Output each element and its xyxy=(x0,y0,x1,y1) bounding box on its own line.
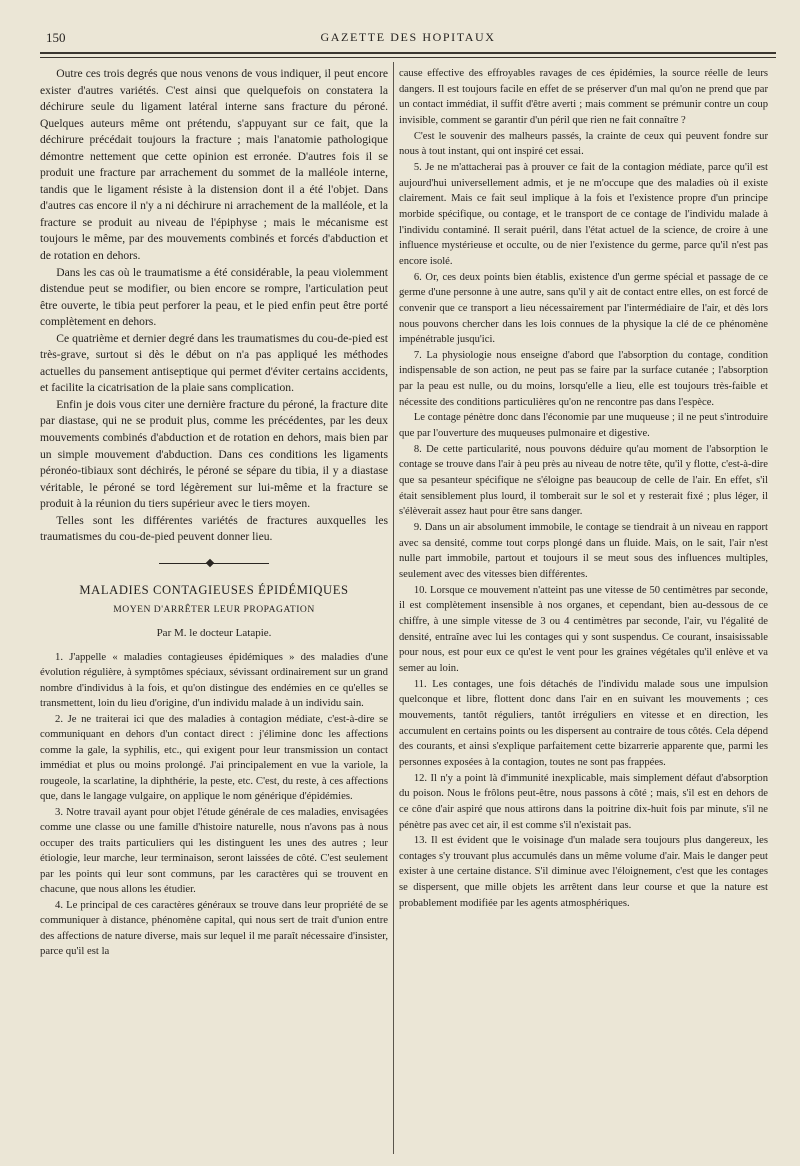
section-divider xyxy=(159,559,269,568)
paragraph: 4. Le principal de ces caractères généraux se trouve dans leur propriété de se communiquer à distance, phénomène capital, qui nous sert de trait d'union entre des affections de nature diverse, mais sur lequel il me paraît nécessaire d'insister, parce qu'il est la xyxy=(40,898,388,957)
paragraph: Le contage pénètre donc dans l'économie par une muqueuse ; il ne peut s'introduire que par l'ouverture des muqueuses pulmonaire et digestive. xyxy=(399,412,768,440)
paragraph: 12. Il n'y a point là d'immunité inexplicable, mais simplement défaut d'absorption du poison. Nous le frôlons peut-être, nous passons à côté ; mais, s'il est en dehors de ce cône d'air aspiré que nous attirons dans la poitrine dix-huit fois par minute, s'il ne pénètre pas avec cet air, il est comme s'il n'existait pas. xyxy=(399,772,768,831)
paragraph: 8. De cette particularité, nous pouvons déduire qu'au moment de l'absorption le contage se trouve dans l'air à peu près au niveau de notre tête, qu'il y flotte, c'est-à-dire que sa pesanteur spécifique ne s'éloigne pas beaucoup de celle de l'air. En effet, s'il était sensiblement plus lourd, il tomberait sur le sol et y resterait fixé ; plus léger, il s'élèverait assez haut pour être sans danger. xyxy=(399,443,768,518)
paragraph: 5. Je ne m'attacherai pas à prouver ce fait de la contagion médiate, parce qu'il est aujourd'hui universellement admis, et je ne m'occupe que des maladies où il existe clairement. Mais ce fait seul implique à la fois et l'existence propre d'un principe morbide spécifique, ou contage, et le transport de ce contage de l'individu malade à l'individu contaminé. Il serait puéril, dans l'état actuel de la science, de croire à une influence mystérieuse et occulte, ou de nier l'existence du germe, parce qu'il n'est pas encore isolé. xyxy=(399,161,768,267)
paragraph: 11. Les contages, une fois détachés de l'individu malade sous une impulsion quelconque et libre, flottent donc dans l'air en en suivant les mouvements ; ces mouvements, tantôt réguliers, tantôt irréguliers en vitesse et en direction, les accumulent en certains points ou les dispersent au contraire de tous côtés. Cela dépend des courants, et ainsi s'explique parfaitement cette bizarrerie apparente que, parmi les personnes exposées à la contagion, toutes ne sont pas frappées. xyxy=(399,678,768,768)
paragraph: 2. Je ne traiterai ici que des maladies à contagion médiate, c'est-à-dire se communiquant en dehors d'un contact direct : j'élimine donc les affections comme la gale, la syphilis, etc., qui exigent pour leur transmission un contact immédiat et plus ou moins prolongé. J'ai principalement en vue la variole, la rougeole, la scarlatine, la diphthérie, la peste, etc. C'est, du reste, à ces affections que, dans le langage vulgaire, on applique le nom générique d'épidémies. xyxy=(40,712,388,802)
paragraph: 6. Or, ces deux points bien établis, existence d'un germe spécial et passage de ce germe d'une personne à une autre, sans qu'il y ait de contact entre elles, on est forcé de convenir que ce transport a lieu nécessairement par l'intermédiaire de l'air, et dès lors nous pouvons chercher dans les lois connues de la physique la clé de ce phénomène impénétrable jusqu'ici. xyxy=(399,271,768,346)
paragraph: 10. Lorsque ce mouvement n'atteint pas une vitesse de 50 centimètres par seconde, il est complètement insensible à nos organes, et cependant, bien au-dessous de ce chiffre, à une simple vitesse de 3 ou 4 centimètres par seconde, l'air, vu l'égalité de densité, entraîne avec lui les contages qui y sont suspendus. Ce courant, insaisissable pour nous, est pour eux ce qu'est le vent pour les graines végétales qu'il enlève et va semer au loin. xyxy=(399,584,768,674)
article-title: MALADIES CONTAGIEUSES ÉPIDÉMIQUES xyxy=(79,582,349,597)
paragraph: Dans les cas où le traumatisme a été considérable, la peau violemment distendue peut se modifier, ou bien encore se rompre, l'articulation peut être ouverte, le tibia peut perforer la peau, et le pied enfin peut être porté complètement en dehors. xyxy=(40,265,388,329)
article-author: Par M. le docteur Latapie. xyxy=(156,626,272,639)
page-header xyxy=(40,30,776,52)
paragraph: C'est le souvenir des malheurs passés, la crainte de ceux qui peuvent fondre sur nous à tout instant, qui ont inspiré cet essai. xyxy=(399,130,768,158)
left-column xyxy=(40,66,388,1156)
paragraph: cause effective des effroyables ravages de ces épidémies, la source réelle de leurs dangers. Il est toujours facile en effet de se préserver d'un mal qu'on ne prend que par un contact immédiat, il suffit d'être averti ; mais comment se prémunir contre un coup invisible, comment se garantir d'un péril que rien ne fait connaître ? xyxy=(399,68,768,126)
paragraph: Telles sont les différentes variétés de fractures auxquelles les traumatismes du cou-de-pied peuvent donner lieu. xyxy=(40,513,388,544)
article-body xyxy=(40,650,388,960)
header-rule xyxy=(40,52,776,54)
page-number: 150 xyxy=(46,30,66,45)
column-divider xyxy=(393,62,394,1154)
paragraph: 3. Notre travail ayant pour objet l'étude générale de ces maladies, envisagées comme une classe ou une famille d'histoire naturelle, nous n'avons pas à nous occuper des traits particuliers qui les distinguent les unes des autres ; leur étiologie, leur marche, leur terminaison, seront laissées de côté. C'est seulement par les points qui leur sont communs, par les caractères qui se trouvent en chacune, que nous allons les étudier. xyxy=(40,805,388,895)
article-subtitle: MOYEN D'ARRÊTER LEUR PROPAGATION xyxy=(113,604,315,616)
header-rule-thin xyxy=(40,57,776,58)
paragraph: 1. J'appelle « maladies contagieuses épidémiques » des maladies d'une évolution régulière, à symptômes spéciaux, sévissant ordinairement sur un grand nombre d'individus à la fois, et qu'on distingue des endémies en ce qu'elles se transmettent, loin du lieu d'origine, d'un individu malade à un individu sain. xyxy=(40,650,388,709)
paragraph: Outre ces trois degrés que nous venons de vous indiquer, il peut encore exister d'autres variétés. C'est ainsi que quelquefois on constatera la déchirure seule du ligament latéral interne sans fracture du péroné. Quelques auteurs même ont prétendu, s'appuyant sur ce fait, que la déchirure précédait toujours la fracture ; mais l'anatomie pathologique démontre nettement que cette opinion est erronée. D'autres fois il se produit une fracture par arrachement du sommet de la malléole interne, tandis que le ligament résiste à la distension dont il a été l'objet. Dans d'autres cas encore il n'y a ni déchirure ni arrachement de la malléole, et la fracture se produit au niveau de l'épiphyse ; mais le mécanisme est toujours le même, par des mouvements combinés et forcés d'abduction et de rotation en dehors. xyxy=(40,67,388,263)
journal-title: GAZETTE DES HOPITAUX xyxy=(320,30,496,44)
paragraph: 9. Dans un air absolument immobile, le contage se tiendrait à un niveau en rapport avec sa densité, comme tout corps plongé dans un fluide. Mais, on le sait, l'air n'est nulle part immobile, partout et toujours il se meut sous des influences multiples, seulement avec des vitesses bien différentes. xyxy=(399,522,768,580)
paragraph: Ce quatrième et dernier degré dans les traumatismes du cou-de-pied est très-grave, surtout si dès le début on n'a pas appliqué les méthodes actuelles du pansement antiseptique qui permet d'éviter certains accidents, et facilite la cicatrisation de la plaie sans complication. xyxy=(40,331,388,395)
paragraph: Enfin je dois vous citer une dernière fracture du péroné, la fracture dite par diastase, qui ne se produit plus, comme les précédentes, par les deux mouvements combinés d'abduction et de rotation en dehors, mais bien par un simple mouvement d'abduction. Dans ces conditions les ligaments péronéo-tibiaux sont déchirés, le péroné se sépare du tibia, il y a diastase véritable, le péroné se tord légèrement sur lui-même et la fracture se produit à la réunion du tiers supérieur avec le tiers moyen. xyxy=(40,397,388,511)
paragraph: 13. Il est évident que le voisinage d'un malade sera toujours plus dangereux, les contages s'y trouvant plus accumulés dans un même volume d'air. Mais le danger peut exister à une certaine distance. S'il diminue avec l'éloignement, c'est que les contages se dispersent, que mille objets les arrêtent dans leur course et que la nature est probablement modifiée par les agents atmosphériques. xyxy=(399,835,768,909)
right-column xyxy=(399,66,768,1156)
paragraph: 7. La physiologie nous enseigne d'abord que l'absorption du contage, condition indispensable de son action, ne peut pas se faire par la surface cutanée ; l'absorption par la peau est nulle, ou du moins, lorsqu'elle a lieu, elle est toujours très-faible et nécessite des conditions particulières qu'on ne rencontre pas dans l'espèce. xyxy=(399,349,768,408)
